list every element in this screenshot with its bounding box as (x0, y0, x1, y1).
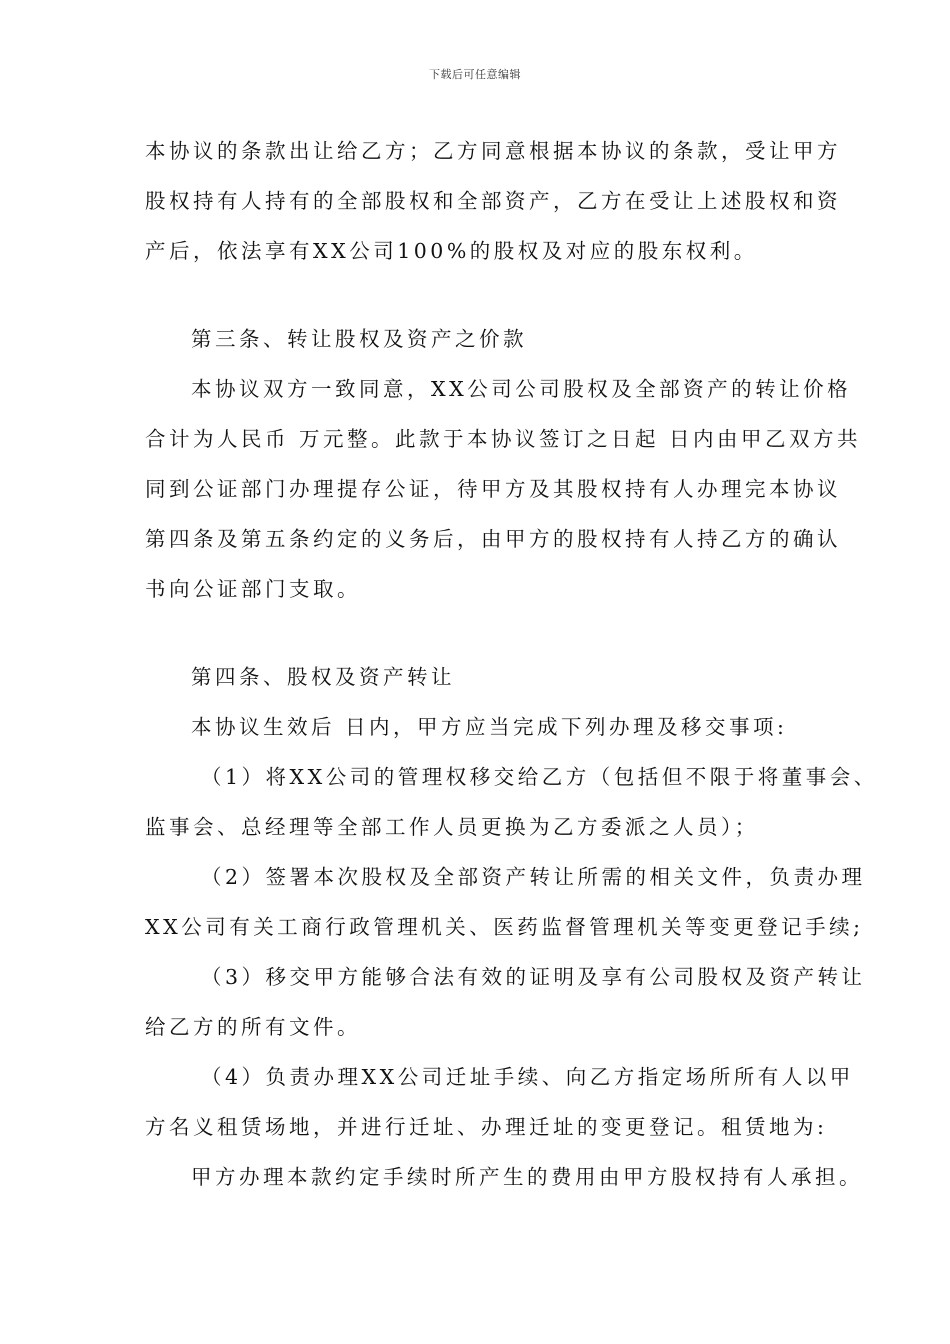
list-item-2: （2）签署本次股权及全部资产转让所需的相关文件，负责办理 (201, 865, 866, 889)
body-line: 本协议双方一致同意，XX公司公司股权及全部资产的转让价格 (191, 377, 852, 401)
body-line: 第四条及第五条约定的义务后，由甲方的股权持有人持乙方的确认 (145, 527, 841, 551)
article-4-heading: 第四条、股权及资产转让 (191, 665, 455, 689)
body-line: 本协议的条款出让给乙方；乙方同意根据本协议的条款，受让甲方 (145, 139, 841, 163)
list-item-4: （4）负责办理XX公司迁址手续、向乙方指定场所所有人以甲 (201, 1065, 854, 1089)
body-line: 书向公证部门支取。 (145, 577, 361, 601)
document-body (145, 126, 878, 1202)
body-line: 产后，依法享有XX公司100%的股权及对应的股东权利。 (145, 239, 758, 263)
list-item-4-continued: 方名义租赁场地，并进行迁址、办理迁址的变更登记。租赁地为: (145, 1115, 828, 1139)
article-3-heading: 第三条、转让股权及资产之价款 (191, 327, 527, 351)
article-4-intro: 本协议生效后 日内，甲方应当完成下列办理及移交事项: (191, 715, 788, 739)
list-item-3-continued: 给乙方的所有文件。 (145, 1015, 361, 1039)
page-header: 下载后可任意编辑 (429, 68, 521, 81)
list-item-1: （1）将XX公司的管理权移交给乙方（包括但不限于将董事会、 (201, 765, 878, 789)
body-line: 股权持有人持有的全部股权和全部资产，乙方在受让上述股权和资 (145, 189, 841, 213)
section-gap (145, 276, 807, 314)
list-item-3: （3）移交甲方能够合法有效的证明及享有公司股权及资产转让 (201, 965, 866, 989)
list-item-1-continued: 监事会、总经理等全部工作人员更换为乙方委派之人员）； (145, 815, 759, 839)
body-line: 同到公证部门办理提存公证，待甲方及其股权持有人办理完本协议 (145, 477, 841, 501)
list-item-2-continued: XX公司有关工商行政管理机关、医药监督管理机关等变更登记手续; (145, 915, 864, 939)
article-4-closing: 甲方办理本款约定手续时所产生的费用由甲方股权持有人承担。 (191, 1165, 863, 1189)
section-gap (145, 614, 807, 652)
body-line: 合计为人民币 万元整。此款于本协议签订之日起 日内由甲乙双方共 (145, 427, 862, 451)
